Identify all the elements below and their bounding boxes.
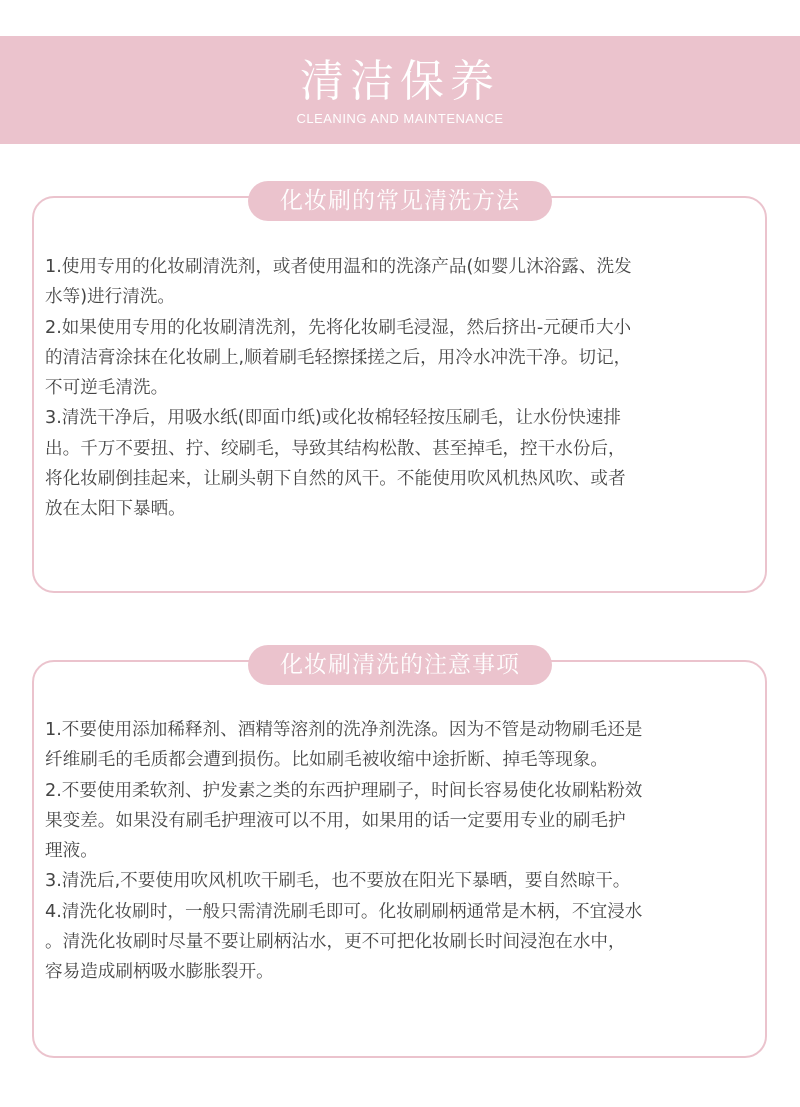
text-line: 放在太阳下暴晒。 (45, 499, 186, 520)
text-line: 4.清洗化妆刷时，一般只需清洗刷毛即可。化妆刷刷柄通常是木柄，不宜浸水 (45, 901, 643, 922)
text-line: 不可逆毛清洗。 (45, 378, 169, 399)
page-title: 清洁保养 (300, 56, 500, 107)
cleaning-methods-text (45, 252, 760, 525)
cleaning-methods-heading: 化妆刷的常见清洗方法 (248, 181, 552, 221)
text-line: 水等)进行清洗。 (45, 287, 176, 308)
text-line: 将化妆刷倒挂起来，让刷头朝下自然的风干。不能使用吹风机热风吹、或者 (45, 469, 626, 490)
cleaning-notes-heading: 化妆刷清洗的注意事项 (248, 645, 552, 685)
text-line: 容易造成刷柄吸水膨胀裂开。 (45, 962, 274, 983)
page-subtitle: CLEANING AND MAINTENANCE (296, 111, 504, 126)
text-line: 3.清洗后,不要使用吹风机吹干刷毛，也不要放在阳光下暴晒，要自然晾干。 (45, 871, 631, 892)
text-line: 3.清洗干净后，用吸水纸(即面巾纸)或化妆棉轻轻按压刷毛，让水份快速排 (45, 408, 621, 429)
text-line: 出。千万不要扭、拧、绞刷毛，导致其结构松散、甚至掉毛，控干水份后， (45, 438, 626, 459)
cleaning-notes-text (45, 715, 760, 988)
text-line: 纤维刷毛的毛质都会遭到损伤。比如刷毛被收缩中途折断、掉毛等现象。 (45, 750, 609, 771)
text-line: 1.不要使用添加稀释剂、酒精等溶剂的洗净剂洗涤。因为不管是动物刷毛还是 (45, 720, 643, 740)
text-line: 1.使用专用的化妆刷清洗剂，或者使用温和的洗涤产品(如婴儿沐浴露、洗发 (45, 257, 632, 277)
text-line: 果变差。如果没有刷毛护理液可以不用，如果用的话一定要用专业的刷毛护 (45, 810, 626, 831)
text-line: 2.如果使用专用的化妆刷清洗剂，先将化妆刷毛浸湿，然后挤出-元硬币大小 (45, 317, 632, 338)
text-line: 的清洁膏涂抹在化妆刷上,顺着刷毛轻擦揉搓之后，用冷水冲洗干净。切记， (45, 347, 632, 368)
text-line: 理液。 (45, 841, 98, 862)
text-line: 。清洗化妆刷时尽量不要让刷柄沾水，更不可把化妆刷长时间浸泡在水中， (45, 932, 626, 953)
text-line: 2.不要使用柔软剂、护发素之类的东西护理刷子，时间长容易使化妆刷粘粉效 (45, 780, 643, 801)
